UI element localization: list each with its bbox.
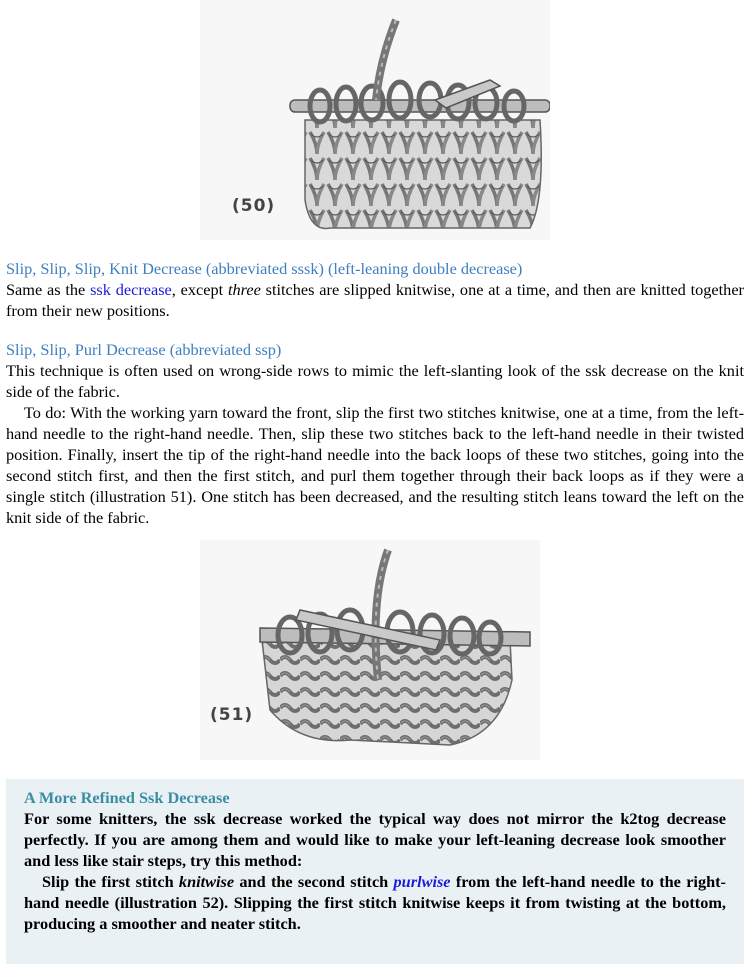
ssp-section (6, 339, 744, 528)
figure-51-label: (51) (210, 705, 254, 725)
ssk-decrease-link[interactable]: ssk decrease (90, 280, 172, 299)
sssk-description (6, 279, 744, 321)
sssk-text-3: stitches are slipped knitwise, one at a time, and then are knitted together from their new positions. (6, 280, 744, 320)
illustration-51 (200, 540, 540, 760)
sidebar-text-2: and the second stitch (234, 872, 394, 891)
sidebar-text-1: Slip the first stitch (42, 872, 179, 891)
sidebar-emphasis-knitwise: knitwise (178, 872, 235, 891)
sidebar-method (24, 871, 726, 934)
ssp-intro: This technique is often used on wrong-side rows to mimic the left-slanting look of the ssk decrease on the knit side of the fabric. (6, 361, 744, 401)
sidebar-title: A More Refined Ssk Decrease (24, 788, 230, 807)
sidebar-intro: For some knitters, the ssk decrease worked the typical way does not mirror the k2tog decrease perfectly. If you are among them and would like to make your left-leaning decrease look smoother and less like stair steps, try this method: (24, 809, 726, 870)
purlwise-link[interactable] (394, 872, 451, 891)
purlwise-link-text: purlwise (393, 872, 451, 891)
sssk-heading: Slip, Slip, Slip, Knit Decrease (abbreviated sssk) (left-leaning double decrease) (6, 259, 523, 278)
ssp-heading: Slip, Slip, Purl Decrease (abbreviated ssp) (6, 340, 282, 359)
sssk-emphasis: three (227, 280, 261, 299)
ssp-instructions: To do: With the working yarn toward the front, slip the first two stitches knitwise, one at a time, from the left-hand needle to the right-hand needle. Then, slip these two stitches back to the left-hand needle in their twisted position. Finally, insert the tip of the right-hand needle into the back loops of these two stitches, going into the second stitch first, and then the first stitch, and purl them together through their back loops as if they were a single stitch (illustration 51). One stitch has been decreased, and the resulting stitch leans toward the left on the knit side of the fabric. (6, 403, 744, 527)
sssk-section (6, 258, 744, 321)
figure-50-label: (50) (232, 196, 276, 216)
sidebar-box (6, 779, 744, 964)
knitting-ssp-illustration-icon (200, 540, 540, 760)
sssk-text-1: Same as the (6, 280, 91, 299)
sidebar-text-3: from the left-hand needle to the right-hand needle (illustration 52). Slipping the first stitch knitwise keeps it from twisting at the bottom, producing a smoother and neater stitch. (24, 872, 726, 933)
sssk-text-2: , except (171, 280, 228, 299)
